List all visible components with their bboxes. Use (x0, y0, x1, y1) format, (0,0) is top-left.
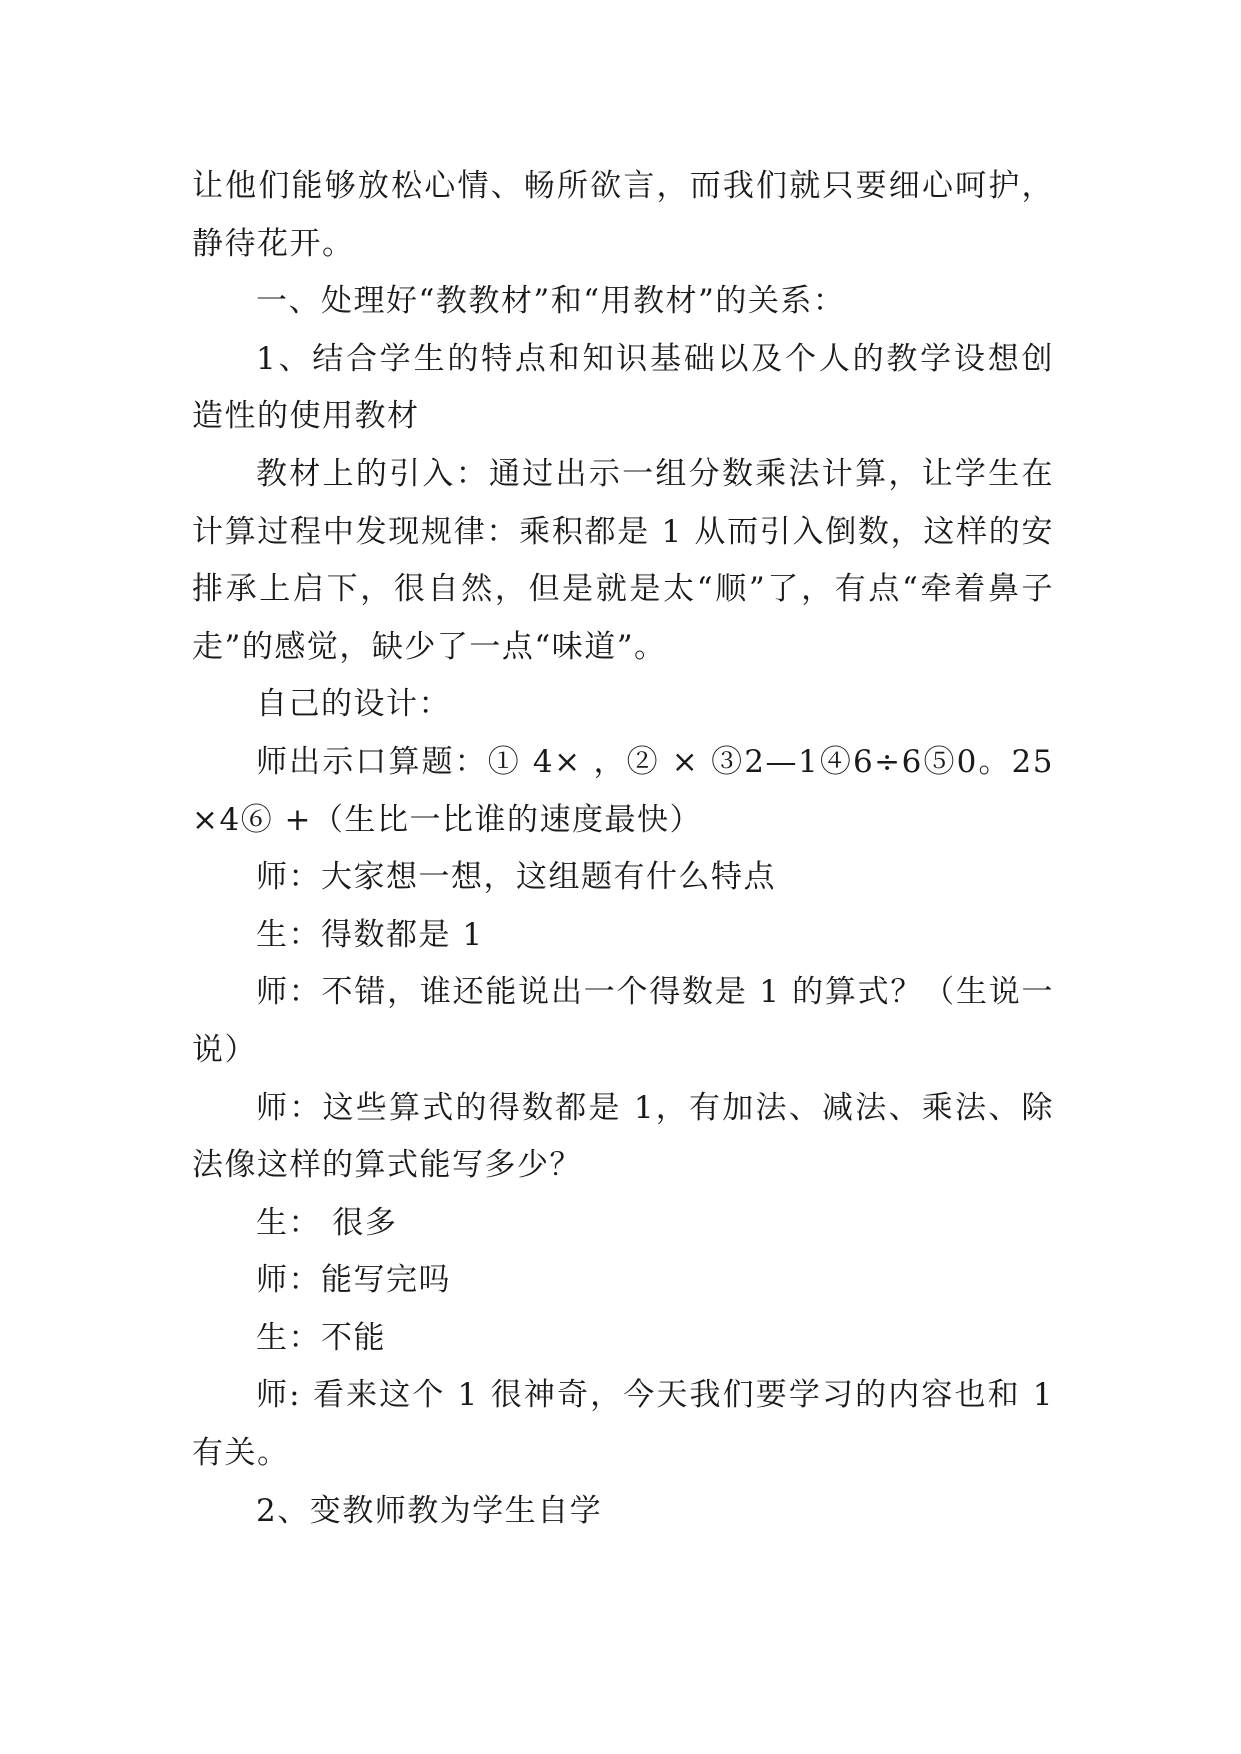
dialogue-line-teacher-5: 师: 看来这个 1 很神奇，今天我们要学习的内容也和 1 有关。 (192, 1377, 1054, 1472)
dialogue-line-teacher-2: 师：不错，谁还能说出一个得数是 1 的算式？（生说一说） (192, 974, 1054, 1068)
paragraph-oral-questions: 师出示口算题：① 4× ，② × ③2—1④6÷6⑤0。25×4⑥ +（生比一比谁的速度最快） (192, 743, 1054, 838)
dialogue-line-student-3: 生：不能 (256, 1319, 386, 1356)
paragraph-own-design: 自己的设计： (256, 686, 451, 723)
dialogue-line-teacher-4: 师：能写完吗 (256, 1262, 451, 1299)
document-body (192, 158, 1054, 1540)
paragraph-continuation: 让他们能够放松心情、畅所欲言，而我们就只要细心呵护，静待花开。 (192, 168, 1054, 262)
subsection-heading-2: 2、变教师教为学生自学 (256, 1492, 603, 1529)
dialogue-line-teacher-3: 师：这些算式的得数都是 1，有加法、减法、乘法、除法像这样的算式能写多少？ (192, 1089, 1054, 1184)
paragraph-textbook-intro: 教材上的引入：通过出示一组分数乘法计算，让学生在计算过程中发现规律：乘积都是 1 从而引入倒数，这样的安排承上启下，很自然，但是就是太“顺”了，有点“牵着鼻子走”的感觉，缺少了一点“味道”。 (192, 455, 1054, 665)
dialogue-line-student-1: 生：得数都是 1 (256, 916, 484, 953)
dialogue-line-student-2: 生： 很多 (256, 1204, 398, 1241)
section-heading-1: 一、处理好“教教材”和“用教材”的关系： (256, 283, 846, 320)
subsection-heading-1: 1、结合学生的特点和知识基础以及个人的教学设想创造性的使用教材 (192, 340, 1054, 435)
dialogue-line-teacher-1: 师：大家想一想，这组题有什么特点 (256, 859, 776, 896)
